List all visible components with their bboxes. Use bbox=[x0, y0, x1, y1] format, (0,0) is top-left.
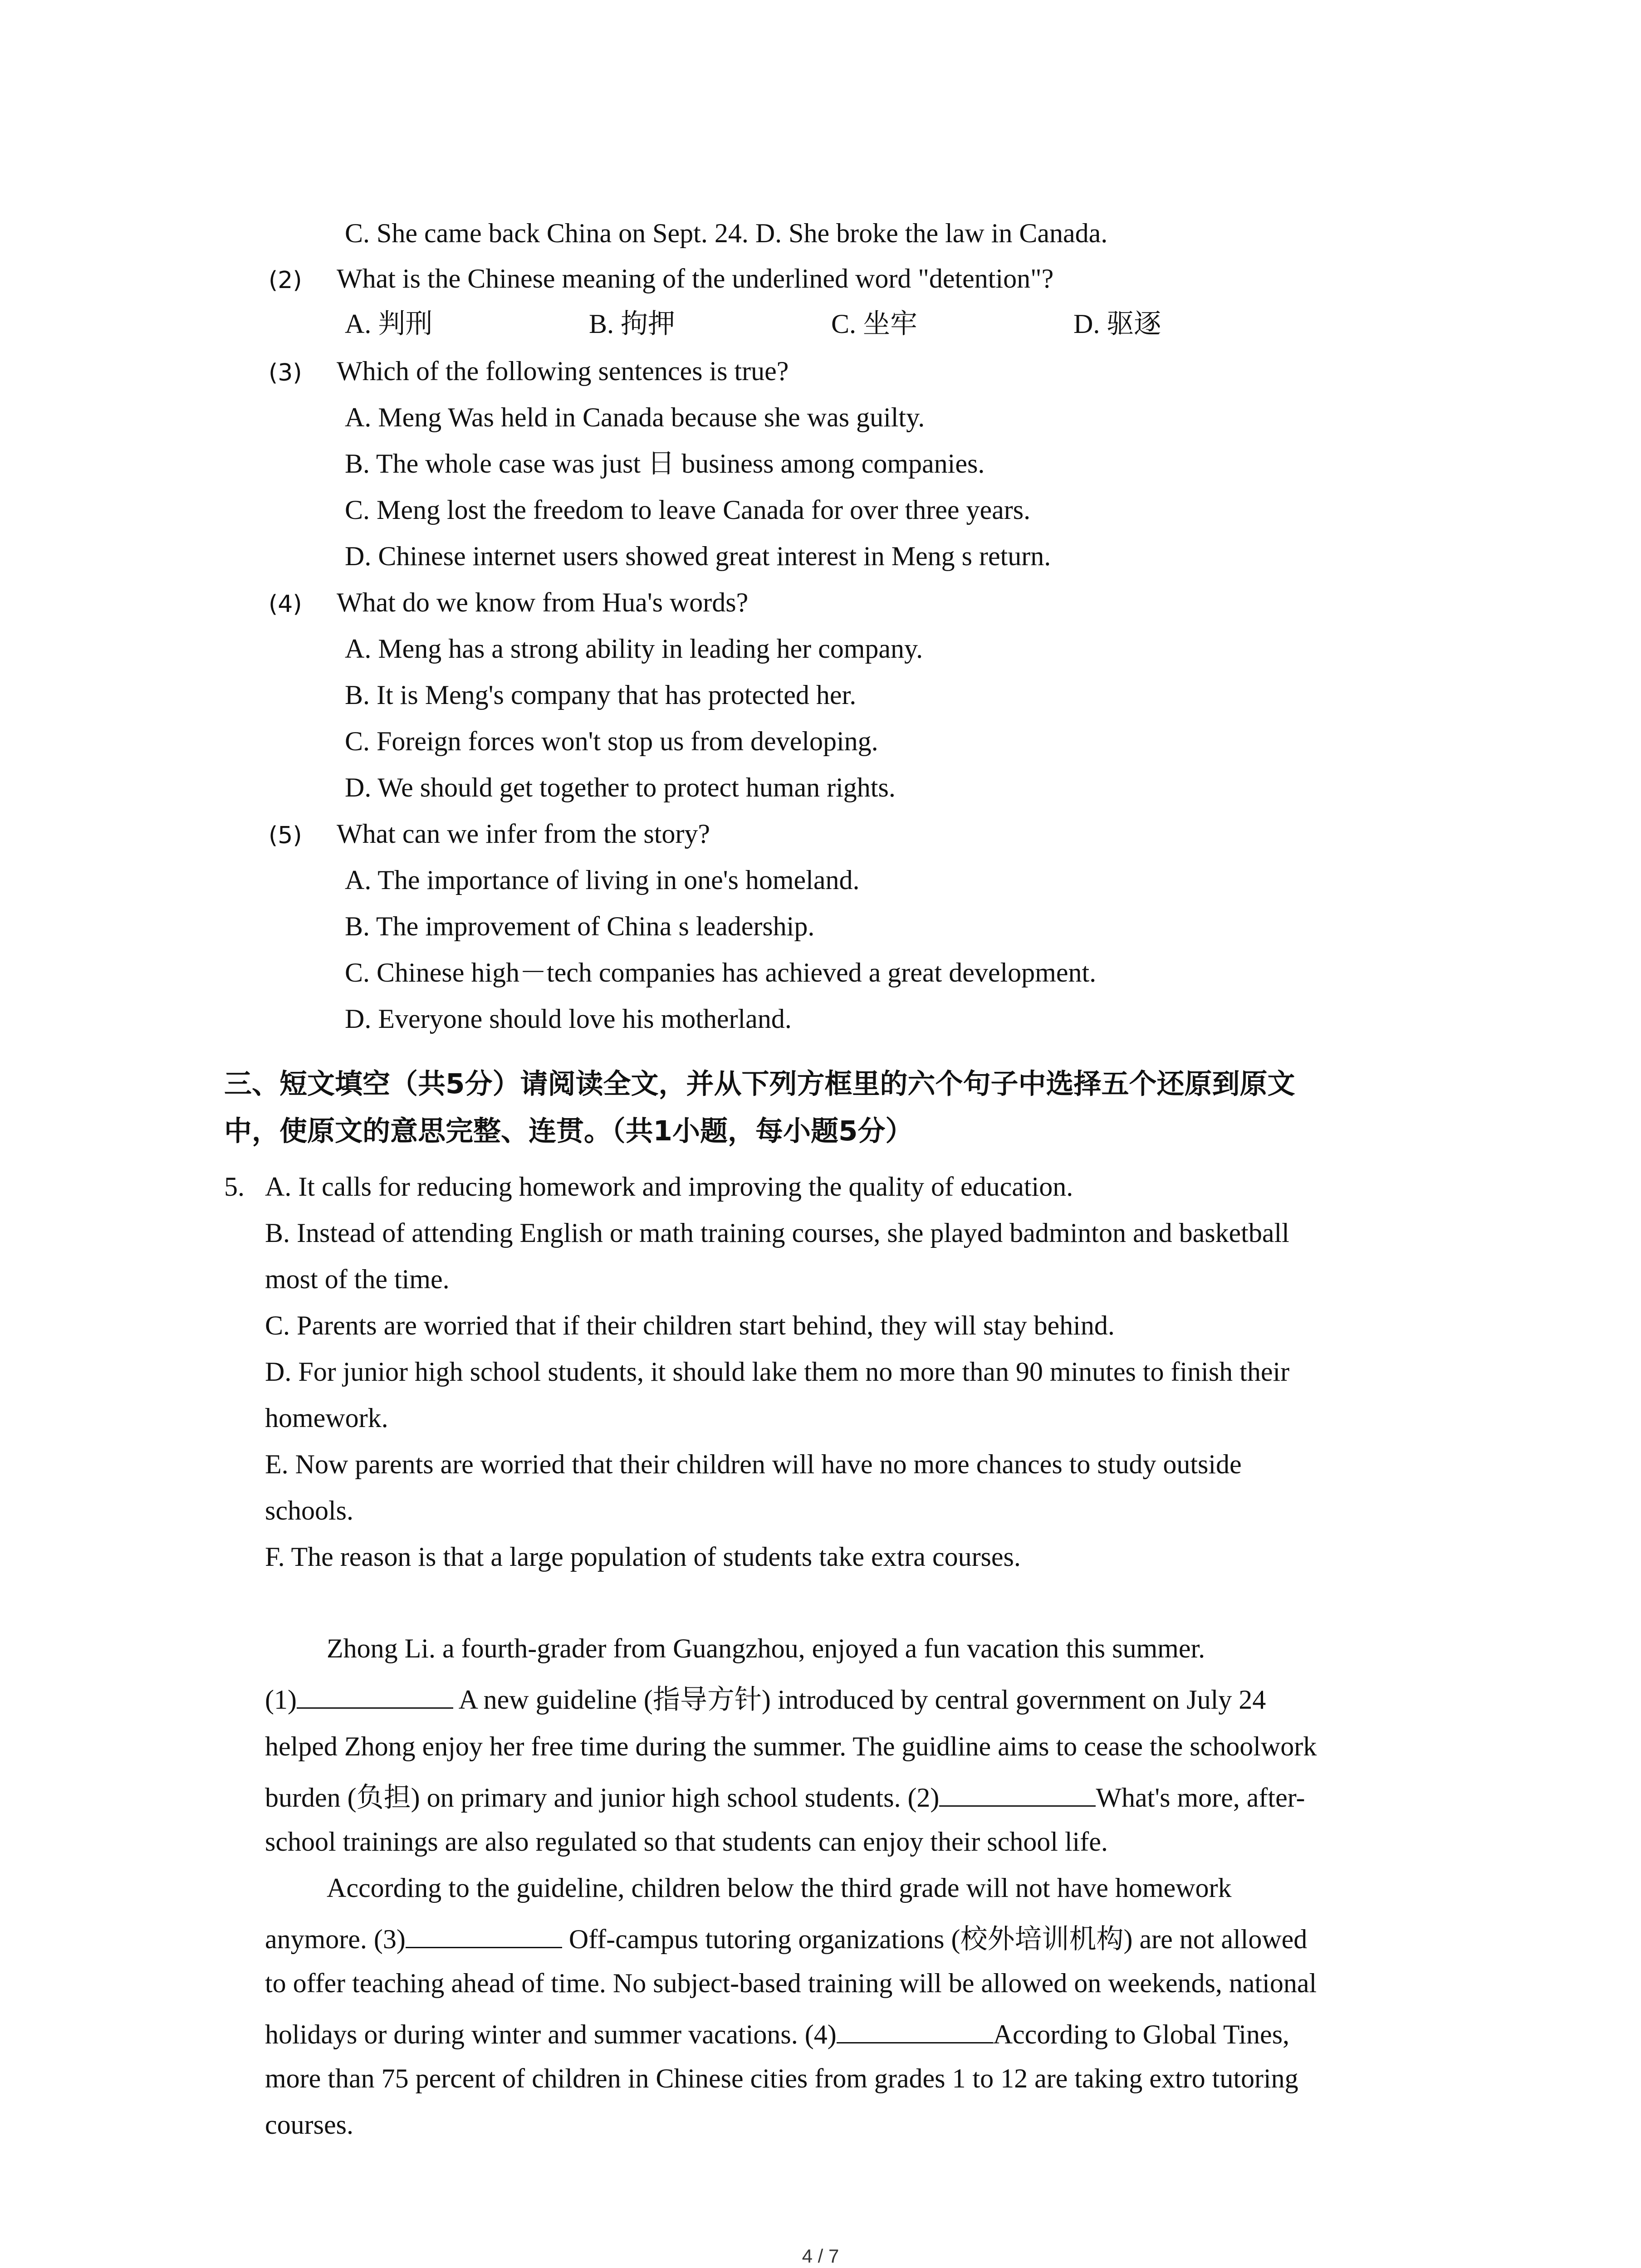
sentence-option-a: A. It calls for reducing homework and improving the quality of education. bbox=[265, 1172, 1073, 1202]
blank-2[interactable] bbox=[939, 1779, 1096, 1807]
sentence-option-b-cont: most of the time. bbox=[265, 1264, 450, 1294]
q4-option-a: A. Meng has a strong ability in leading her company. bbox=[345, 634, 923, 664]
sentence-option-d: D. For junior high school students, it should lake them no more than 90 minutes to finish their bbox=[265, 1357, 1290, 1387]
q2-option-d: D. 驱逐 bbox=[1073, 309, 1161, 339]
q4-option-c: C. Foreign forces won't stop us from developing. bbox=[345, 726, 878, 756]
q2-option-a: A. 判刑 bbox=[345, 309, 433, 339]
section-heading-line2: 中，使原文的意思完整、连贯。（共1小题，每小题5分） bbox=[224, 1115, 913, 1147]
q4-option-b: B. It is Meng's company that has protected her. bbox=[345, 680, 857, 710]
q5-option-a: A. The importance of living in one's homeland. bbox=[345, 865, 860, 895]
passage-p1-line1: Zhong Li. a fourth-grader from Guangzhou, enjoyed a fun vacation this summer. bbox=[327, 1633, 1205, 1663]
q3-number: (3) bbox=[269, 359, 302, 386]
q4-number: (4) bbox=[269, 591, 302, 618]
q2-option-b: B. 拘押 bbox=[589, 309, 676, 339]
blank-2-label: (2) bbox=[907, 1783, 940, 1813]
q2-option-c: C. 坐牢 bbox=[831, 309, 918, 339]
sentence-option-e-cont: schools. bbox=[265, 1496, 353, 1525]
q3-option-c: C. Meng lost the freedom to leave Canada for over three years. bbox=[345, 495, 1031, 525]
passage-p1-line3: helped Zhong enjoy her free time during the summer. The guidline aims to cease the schoolwork bbox=[265, 1731, 1317, 1761]
q3-option-d: D. Chinese internet users showed great interest in Meng s return. bbox=[345, 541, 1051, 571]
q4-option-d: D. We should get together to protect human rights. bbox=[345, 772, 896, 802]
sentence-option-c: C. Parents are worried that if their children start behind, they will stay behind. bbox=[265, 1310, 1115, 1340]
passage-p2-line5: more than 75 percent of children in Chinese cities from grades 1 to 12 are taking extro tutoring bbox=[265, 2063, 1298, 2093]
blank-1[interactable] bbox=[297, 1681, 453, 1709]
passage-p2-line1: According to the guideline, children below the third grade will not have homework bbox=[327, 1873, 1232, 1903]
blank-1-label: (1) bbox=[265, 1685, 297, 1715]
q5-number: (5) bbox=[269, 822, 302, 849]
blank-4[interactable] bbox=[837, 2016, 993, 2043]
passage-p1-line5: school trainings are also regulated so that students can enjoy their school life. bbox=[265, 1827, 1108, 1857]
sentence-option-f: F. The reason is that a large population of students take extra courses. bbox=[265, 1542, 1021, 1572]
q5-number-main: 5. bbox=[224, 1172, 245, 1202]
passage-p2-line4: holidays or during winter and summer vacations. (4) According to Global Tines, bbox=[265, 2016, 1289, 2051]
q5-stem: What can we infer from the story? bbox=[337, 819, 710, 849]
q3-stem: Which of the following sentences is true? bbox=[337, 356, 789, 386]
q3-option-a: A. Meng Was held in Canada because she was guilty. bbox=[345, 402, 925, 432]
passage-p2-line3: to offer teaching ahead of time. No subject-based training will be allowed on weekends, national bbox=[265, 1968, 1317, 1998]
blank-3-label: (3) bbox=[373, 1924, 406, 1954]
passage-p2-line2: anymore. (3) Off-campus tutoring organizations (校外培训机构) are not allowed bbox=[265, 1921, 1307, 1955]
q1-options-cd: C. She came back China on Sept. 24. D. She broke the law in Canada. bbox=[345, 218, 1108, 248]
page-number: 4 / 7 bbox=[802, 2245, 839, 2267]
q5-option-d: D. Everyone should love his motherland. bbox=[345, 1004, 792, 1034]
passage-p2-line6: courses. bbox=[265, 2110, 353, 2140]
sentence-option-b: B. Instead of attending English or math training courses, she played badminton and basketball bbox=[265, 1218, 1289, 1248]
q2-number: (2) bbox=[269, 267, 302, 294]
q3-option-b: B. The whole case was just 日 business among companies. bbox=[345, 449, 985, 479]
q5-option-c: C. Chinese high－tech companies has achieved a great development. bbox=[345, 958, 1097, 987]
blank-3[interactable] bbox=[406, 1921, 562, 1948]
section-heading-line1: 三、短文填空（共5分）请阅读全文，并从下列方框里的六个句子中选择五个还原到原文 bbox=[224, 1068, 1295, 1100]
passage-p1-line4: burden (负担) on primary and junior high school students. (2) What's more, after- bbox=[265, 1779, 1305, 1814]
blank-4-label: (4) bbox=[804, 2019, 837, 2049]
sentence-option-e: E. Now parents are worried that their children will have no more chances to study outside bbox=[265, 1449, 1242, 1479]
q4-stem: What do we know from Hua's words? bbox=[337, 587, 749, 617]
q5-option-b: B. The improvement of China s leadership. bbox=[345, 911, 815, 941]
sentence-option-d-cont: homework. bbox=[265, 1403, 388, 1433]
q2-stem: What is the Chinese meaning of the underlined word "detention"? bbox=[337, 264, 1054, 293]
passage-p1-line2: (1) A new guideline (指导方针) introduced by central government on July 24 bbox=[265, 1681, 1266, 1716]
